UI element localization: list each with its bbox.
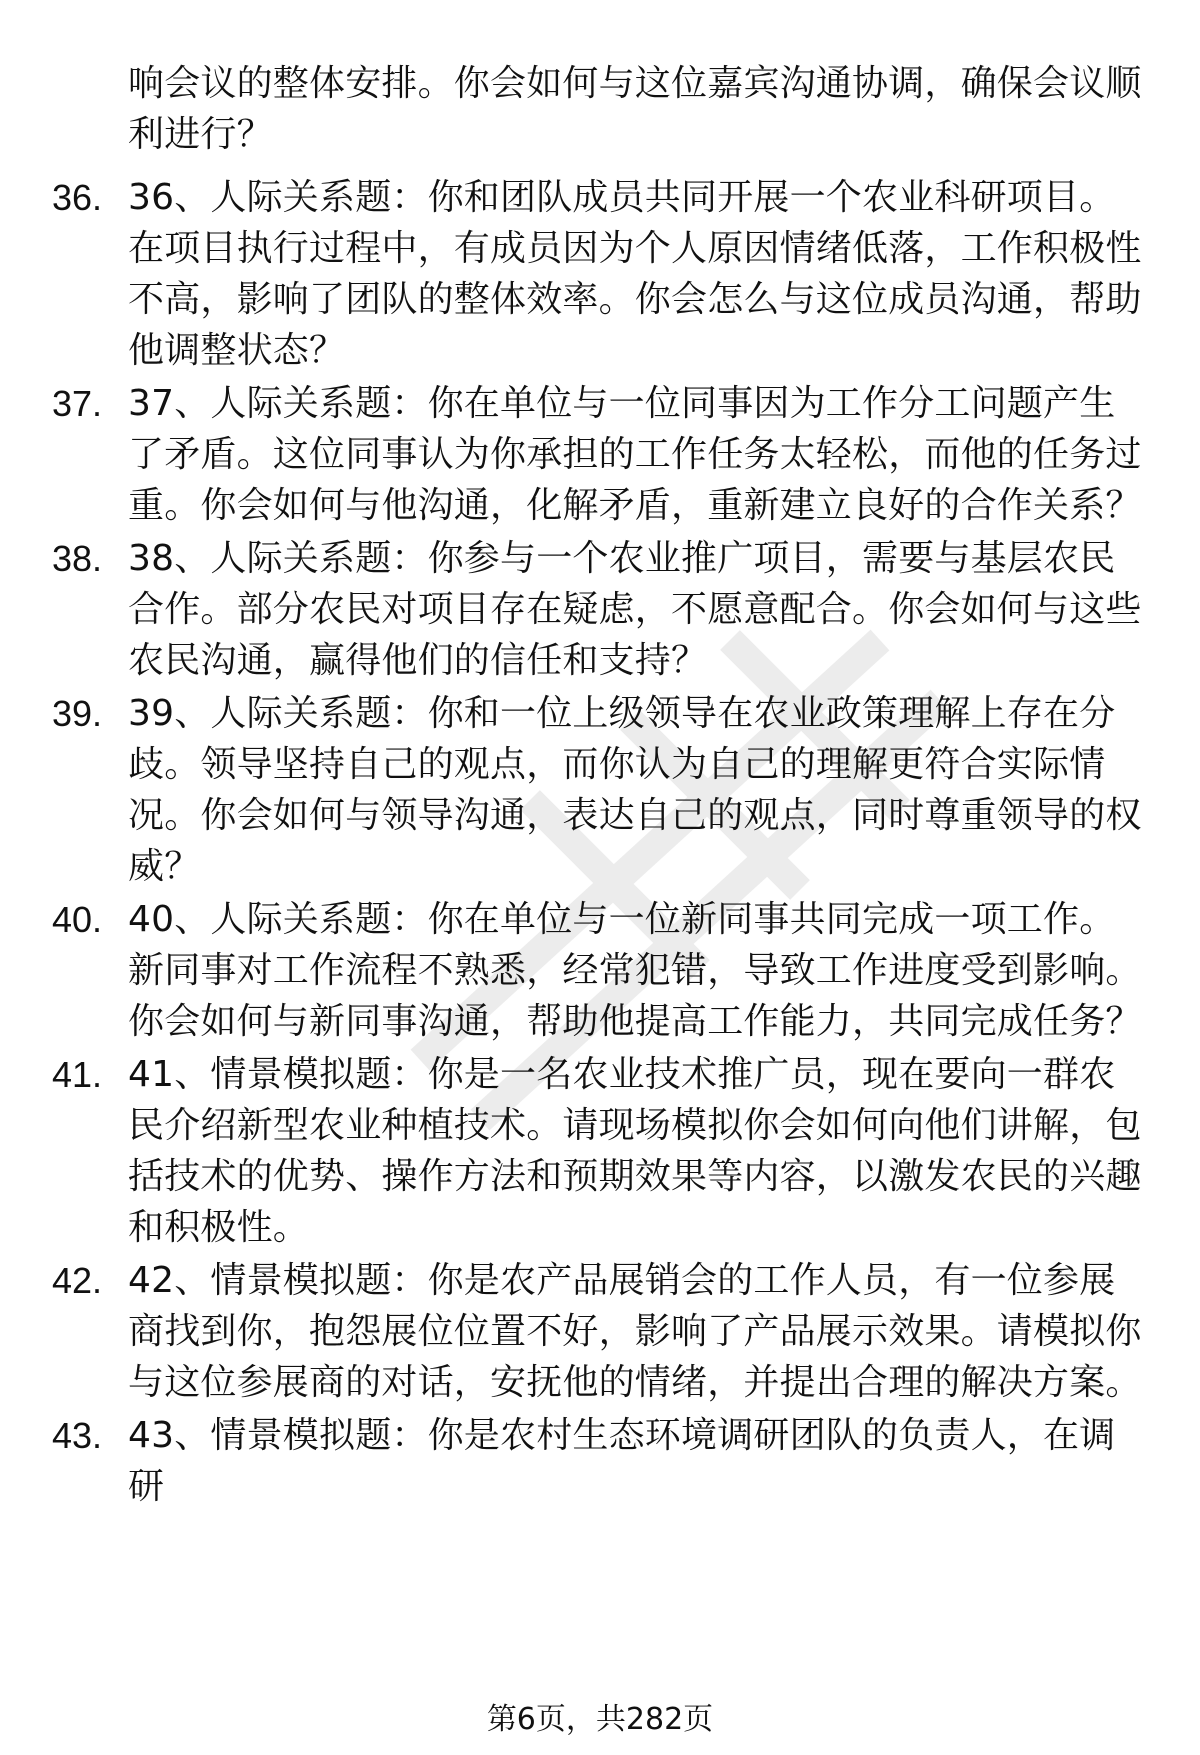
page-footer: 第6页，共282页: [486, 1702, 714, 1737]
question-text: 43、情景模拟题：你是农村生态环境调研团队的负责人，在调研: [128, 1415, 1116, 1507]
question-number: 41.: [52, 1054, 103, 1095]
question-text: 41、情景模拟题：你是一名农业技术推广员，现在要向一群农民介绍新型农业种植技术。请现场模拟你会如何向他们讲解，包括技术的优势、操作方法和预期效果等内容，以激发农民的兴趣和积极性。: [128, 1054, 1142, 1248]
question-number: 43.: [52, 1415, 103, 1456]
question-text: 39、人际关系题：你和一位上级领导在农业政策理解上存在分歧。领导坚持自己的观点，而你认为自己的理解更符合实际情况。你会如何与领导沟通，表达自己的观点，同时尊重领导的权威？: [128, 693, 1142, 887]
question-number: 38.: [52, 538, 103, 579]
question-number: 40.: [52, 899, 103, 940]
question-text: 42、情景模拟题：你是农产品展销会的工作人员，有一位参展商找到你，抱怨展位位置不好，影响了产品展示效果。请模拟你与这位参展商的对话，安抚他的情绪，并提出合理的解决方案。: [128, 1260, 1142, 1403]
question-number: 42.: [52, 1260, 103, 1301]
question-text: 37、人际关系题：你在单位与一位同事因为工作分工问题产生了矛盾。这位同事认为你承担的工作任务太轻松，而他的任务过重。你会如何与他沟通，化解矛盾，重新建立良好的合作关系？: [128, 383, 1142, 526]
question-number: 36.: [52, 177, 103, 218]
question-text: 40、人际关系题：你在单位与一位新同事共同完成一项工作。新同事对工作流程不熟悉，经常犯错，导致工作进度受到影响。你会如何与新同事沟通，帮助他提高工作能力，共同完成任务？: [128, 899, 1142, 1042]
question-number: 37.: [52, 383, 103, 424]
question-text: 38、人际关系题：你参与一个农业推广项目，需要与基层农民合作。部分农民对项目存在疑虑，不愿意配合。你会如何与这些农民沟通，赢得他们的信任和支持？: [128, 538, 1142, 681]
question-text: 响会议的整体安排。你会如何与这位嘉宾沟通协调，确保会议顺利进行？: [128, 63, 1142, 155]
question-number: 39.: [52, 693, 103, 734]
question-text: 36、人际关系题：你和团队成员共同开展一个农业科研项目。在项目执行过程中，有成员因为个人原因情绪低落，工作积极性不高，影响了团队的整体效率。你会怎么与这位成员沟通，帮助他调整状态？: [128, 177, 1142, 371]
